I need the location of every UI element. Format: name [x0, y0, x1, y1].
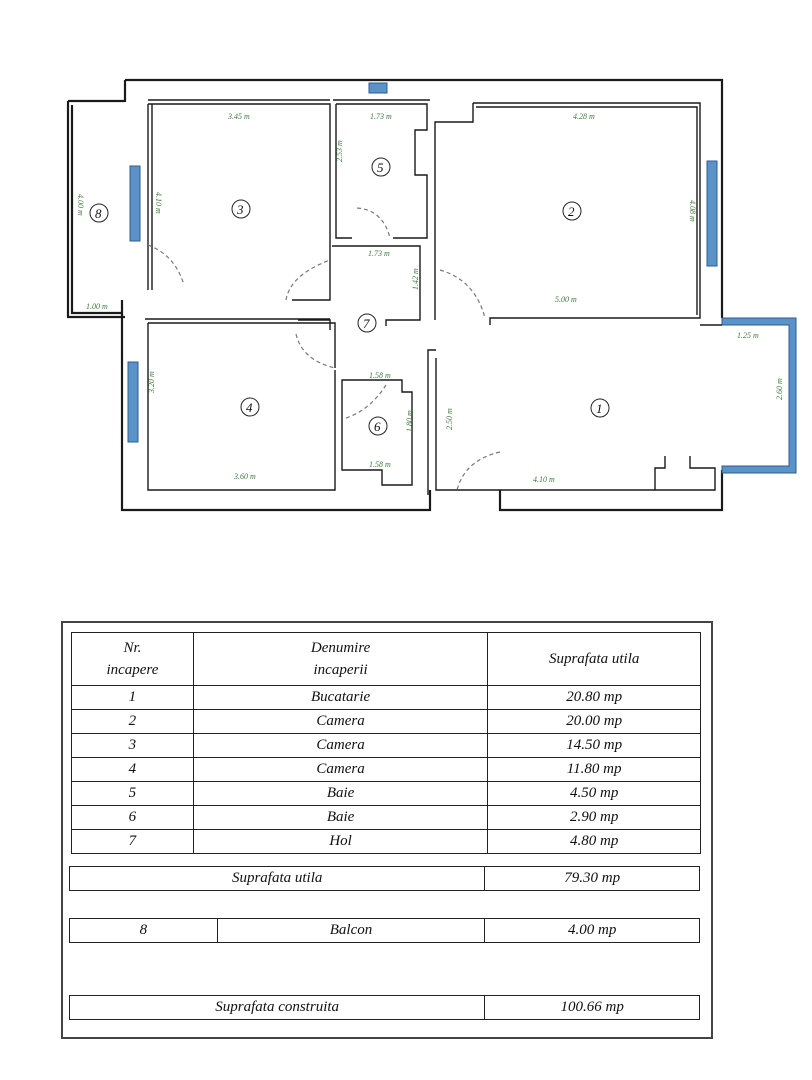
table-row: 2 Camera 20.00 mp: [72, 710, 701, 734]
door-room6: [346, 385, 386, 418]
dim-room5-height: 2.53 m: [335, 140, 344, 162]
rooms-table: [71, 632, 701, 854]
dim-room8-height: 4.00 m: [76, 194, 85, 216]
balcony-area: 4.00 mp: [485, 919, 700, 943]
dim-room2-bottom: 5.00 m: [555, 295, 577, 304]
header-nr: Nr. incapere: [72, 633, 194, 686]
built-area-label: Suprafata construita: [70, 996, 485, 1020]
room-3-walls: [148, 100, 330, 290]
outer-wall: [122, 80, 722, 510]
dim-room6-top: 1.58 m: [369, 371, 391, 380]
window-room3: [130, 166, 140, 241]
built-area-value: 100.66 mp: [485, 996, 700, 1020]
dim-room4-height: 3.20 m: [147, 371, 156, 393]
door-room5: [357, 208, 390, 238]
window-top: [369, 83, 387, 93]
dim-room1-width: 4.10 m: [533, 475, 555, 484]
header-name: Denumire incaperii: [193, 633, 487, 686]
room-7-walls: [292, 246, 420, 330]
door-room3-hall: [286, 260, 330, 300]
table-row: 1 Bucatarie 20.80 mp: [72, 686, 701, 710]
table-row: 6 Baie 2.90 mp: [72, 806, 701, 830]
dim-room7-width: 1.73 m: [368, 249, 390, 258]
room-3-number: 3: [237, 202, 244, 217]
balcony-name: Balcon: [217, 919, 485, 943]
dim-room4-width: 3.60 m: [234, 472, 256, 481]
door-room2: [440, 270, 485, 318]
room-4-number: 4: [246, 400, 253, 415]
window-room4: [128, 362, 138, 442]
dim-room1-left: 2.50 m: [445, 408, 454, 430]
door-room4: [296, 334, 335, 368]
room-6-number: 6: [374, 419, 381, 434]
dim-room7-height: 1.42 m: [411, 268, 420, 290]
table-row: 4 Camera 11.80 mp: [72, 758, 701, 782]
room-1-number: 1: [596, 401, 603, 416]
dim-room6-bottom: 1.58 m: [369, 460, 391, 469]
useful-area-total: [69, 866, 700, 891]
dim-bay-width: 1.25 m: [737, 331, 759, 340]
dim-room3-width: 3.45 m: [228, 112, 250, 121]
room-5-number: 5: [377, 160, 384, 175]
useful-area-label: Suprafata utila: [70, 867, 485, 891]
table-row: 5 Baie 4.50 mp: [72, 782, 701, 806]
room-1-walls: [428, 325, 722, 495]
table-row: 3 Camera 14.50 mp: [72, 734, 701, 758]
balcony-nr: 8: [70, 919, 218, 943]
dim-room5-width: 1.73 m: [370, 112, 392, 121]
room-8-number: 8: [95, 206, 102, 221]
door-room1: [457, 452, 500, 490]
window-bay-room1: [722, 318, 796, 473]
dim-room8-width: 1.00 m: [86, 302, 108, 311]
built-area-total: [69, 995, 700, 1020]
door-room3: [148, 245, 184, 285]
window-room2: [707, 161, 717, 266]
dim-room2-top: 4.28 m: [573, 112, 595, 121]
dim-room2-height: 4.08 m: [688, 200, 697, 222]
useful-area-value: 79.30 mp: [485, 867, 700, 891]
room-4-walls: [145, 319, 335, 490]
room-2-number: 2: [568, 204, 575, 219]
dim-room3-height: 4.10 m: [154, 192, 163, 214]
table-header: [72, 633, 701, 686]
table-row: 7 Hol 4.80 mp: [72, 830, 701, 854]
room-7-number: 7: [363, 316, 370, 331]
dim-bay-height: 2.60 m: [775, 378, 784, 400]
dim-room6-height: 1.80 m: [405, 410, 414, 432]
header-area: Suprafata utila: [488, 633, 701, 686]
balcony-row: [69, 918, 700, 943]
